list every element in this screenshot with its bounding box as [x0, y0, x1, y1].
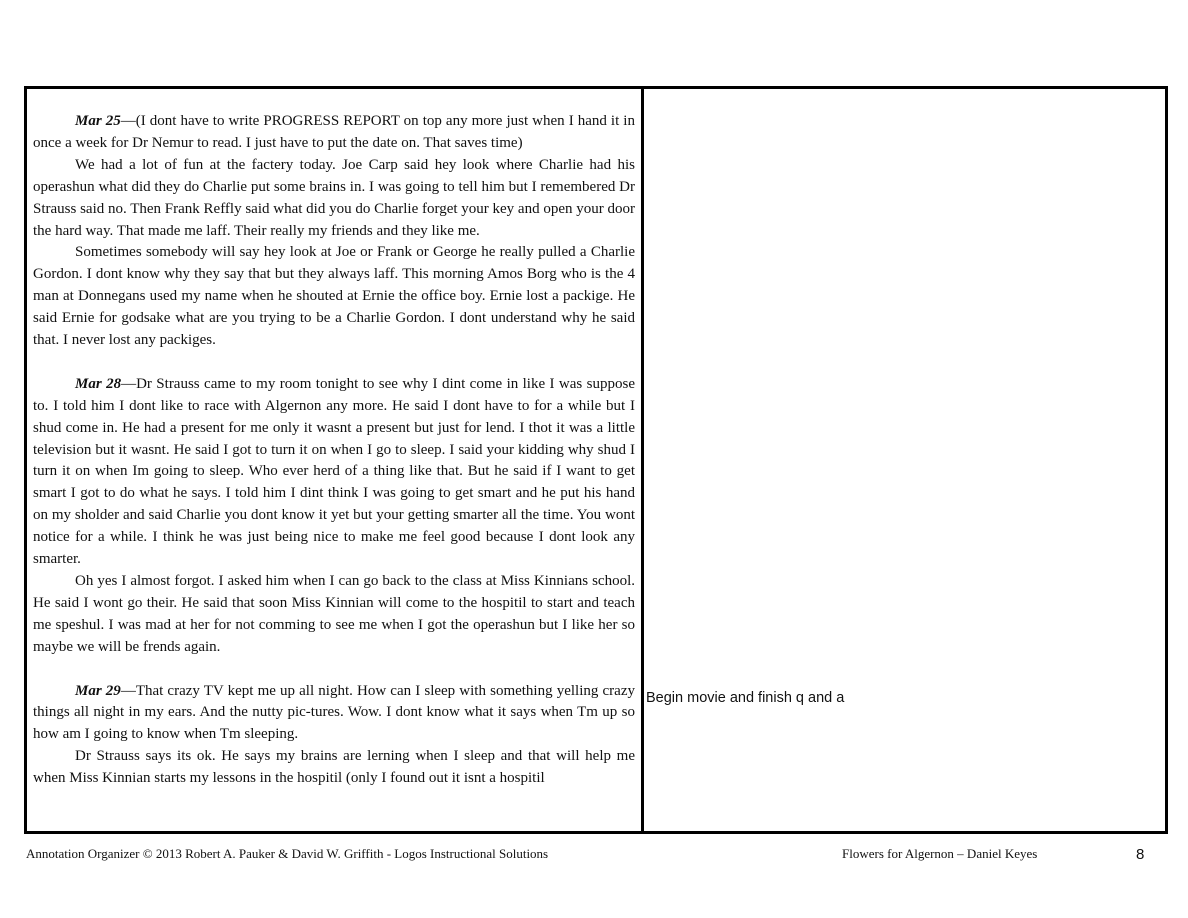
footer-title: Flowers for Algernon – Daniel Keyes	[842, 846, 1038, 861]
entry-text: —(I dont have to write PROGRESS REPORT on top any more just when I hand it in once a week for Dr Nemur to read. I just have to put the date on. That saves time)	[33, 113, 635, 151]
entry-text: —That crazy TV kept me up all night. How can I sleep with something yelling crazy things all night in my ears. And the nutty pic-tures. Wow. I dont know what it says when Tm up so how am I going to know when Tm sleeping.	[33, 682, 635, 743]
entry-mar-25-intro	[33, 111, 635, 155]
entry-date: Mar 29	[75, 682, 121, 699]
page-number: 8	[1136, 846, 1145, 863]
entry-date: Mar 25	[75, 113, 121, 129]
entry-date: Mar 28	[75, 375, 122, 392]
paragraph: Oh yes I almost forgot. I asked him when I can go back to the class at Miss Kinnians school. He said I wont go their. He said that soon Miss Kinnian will come to the hospitil to start and teach me speshul. I was mad at her for not comming to see me when I got the operashun but I like her so maybe we will be frends again.	[33, 573, 635, 655]
paragraph: Dr Strauss says its ok. He says my brains are lerning when I sleep and that will help me when Miss Kinnian starts my lessons in the hospitil (only I found out it isnt a hospitil	[33, 748, 635, 787]
entry-text: —Dr Strauss came to my room tonight to see why I dint come in like I was suppose to. I told him I dont like to race with Algernon any more. He said I dont have to for a while but I shud come in. He had a present for me only it wasnt a present but just for lend. I thot it was a little television but it wasnt. He said I got to turn it on when I go to sleep. I said your kidding why shud I turn it on when Im going to sleep. Who ever herd of a thing like that. But he said if I want to get smart I got to do what he says. I told him I dint think I was going to get smart and he put his hand on my sholder and said Charlie you dont know it yet but your getting smarter all the time. You wont notice for a while. I think he was just being nice to make me feel good because I dont look any smarter.	[33, 375, 635, 568]
paragraph: Sometimes somebody will say hey look at Joe or Frank or George he really pulled a Charlie Gordon. I dont know why they say that but they always laff. This morning Amos Borg who is the 4 man at Donnegans used my name when he shouted at Ernie the office boy. Ernie lost a packige. He said Ernie for godsake what are you trying to be a Charlie Gordon. I dont understand why he said that. I never lost any packiges.	[33, 244, 635, 349]
entry-mar-29-intro	[33, 681, 635, 747]
paragraph: We had a lot of fun at the factery today. Joe Carp said hey look where Charlie had his operashun what did they do Charlie put some brains in. I was going to tell him but I remembered Dr Strauss said no. Then Frank Reffly said what did you do Charlie forget your key and open your door the hard way. That made me laff. Their really my friends and they like me.	[33, 156, 635, 239]
footer-copyright: Annotation Organizer © 2013 Robert A. Pauker & David W. Griffith - Logos Instructional Solutions	[26, 846, 549, 861]
story-text-column	[33, 111, 635, 829]
annotation-organizer-table	[24, 86, 1168, 834]
annotation-note: Begin movie and finish q and a	[646, 690, 845, 706]
column-divider	[641, 89, 644, 831]
entry-mar-28-intro	[33, 374, 635, 571]
